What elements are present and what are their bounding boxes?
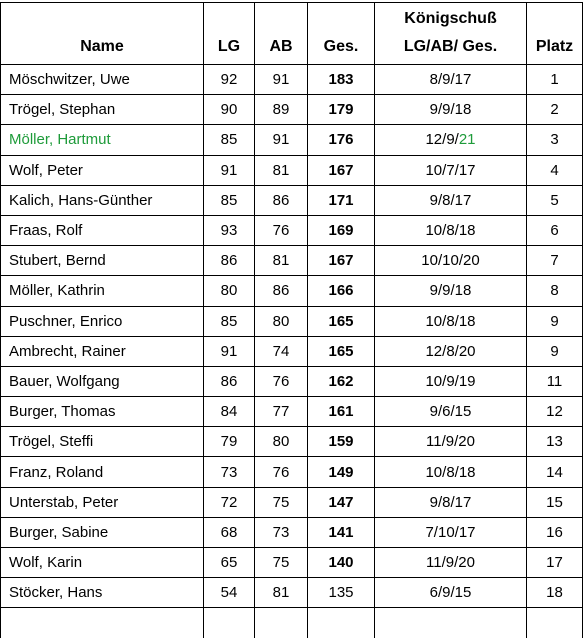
cell-ges: 147 <box>308 487 375 517</box>
header-koenigschuss-line2: LG/AB/ Ges. <box>403 38 498 55</box>
table-row <box>1 397 583 427</box>
cell-platz: 6 <box>527 215 583 245</box>
cell-ab: 81 <box>255 155 308 185</box>
table-row <box>1 155 583 185</box>
cell-ges: 167 <box>308 246 375 276</box>
cell-lg: 54 <box>204 578 255 608</box>
cell-ab: 80 <box>255 306 308 336</box>
cell-platz: 1 <box>527 65 583 95</box>
cell-name: Stöcker, Hans <box>1 578 204 608</box>
table-row <box>1 427 583 457</box>
table-row <box>1 517 583 547</box>
cell-platz: 17 <box>527 548 583 578</box>
cell-ab: 80 <box>255 427 308 457</box>
cell-ab: 77 <box>255 397 308 427</box>
cell-koenig: 11/9/20 <box>375 427 527 457</box>
cell-ges: 183 <box>308 65 375 95</box>
cell-ab: 91 <box>255 125 308 155</box>
table-row <box>1 246 583 276</box>
cell-ab: 86 <box>255 185 308 215</box>
cell-lg: 86 <box>204 246 255 276</box>
cell-name: Wolf, Peter <box>1 155 204 185</box>
koenig-prefix: 12/9/ <box>425 131 459 149</box>
cell-name: Möller, Kathrin <box>1 276 204 306</box>
cell-koenig: 10/8/18 <box>375 457 527 487</box>
cell-lg: 93 <box>204 215 255 245</box>
table-row <box>1 125 583 155</box>
cell-ab: 74 <box>255 336 308 366</box>
cell-ges: 165 <box>308 336 375 366</box>
cell-name: Stubert, Bernd <box>1 246 204 276</box>
cell-ab: 81 <box>255 578 308 608</box>
cell-koenig: 7/10/17 <box>375 517 527 547</box>
cell-platz: 13 <box>527 427 583 457</box>
cell-lg: 68 <box>204 517 255 547</box>
cell-name: Trögel, Steffi <box>1 427 204 457</box>
cell-ab: 76 <box>255 215 308 245</box>
table-row-empty <box>1 608 583 638</box>
cell-ab: 89 <box>255 95 308 125</box>
cell-name: Unterstab, Peter <box>1 487 204 517</box>
cell-lg: 80 <box>204 276 255 306</box>
cell-lg: 65 <box>204 548 255 578</box>
cell-koenig: 9/9/18 <box>375 276 527 306</box>
cell-platz: 12 <box>527 397 583 427</box>
table-row <box>1 95 583 125</box>
cell-name: Fraas, Rolf <box>1 215 204 245</box>
cell-ges: 162 <box>308 366 375 396</box>
cell-ges: 167 <box>308 155 375 185</box>
cell-empty <box>1 608 204 638</box>
cell-name: Franz, Roland <box>1 457 204 487</box>
cell-koenig <box>375 125 527 155</box>
cell-lg: 90 <box>204 95 255 125</box>
cell-ges: 149 <box>308 457 375 487</box>
cell-empty <box>308 608 375 638</box>
cell-koenig: 6/9/15 <box>375 578 527 608</box>
table-row <box>1 366 583 396</box>
cell-empty <box>527 608 583 638</box>
cell-platz: 18 <box>527 578 583 608</box>
header-ab: AB <box>255 3 308 65</box>
cell-platz: 8 <box>527 276 583 306</box>
cell-ab: 76 <box>255 366 308 396</box>
table-row <box>1 336 583 366</box>
cell-koenig: 9/9/18 <box>375 95 527 125</box>
cell-ges: 166 <box>308 276 375 306</box>
cell-ges: 171 <box>308 185 375 215</box>
cell-ab: 76 <box>255 457 308 487</box>
cell-koenig: 10/8/18 <box>375 215 527 245</box>
table-row <box>1 487 583 517</box>
cell-ab: 86 <box>255 276 308 306</box>
header-lg: LG <box>204 3 255 65</box>
cell-lg: 85 <box>204 125 255 155</box>
cell-ges: 135 <box>308 578 375 608</box>
cell-lg: 86 <box>204 366 255 396</box>
cell-lg: 84 <box>204 397 255 427</box>
cell-platz: 16 <box>527 517 583 547</box>
table-row <box>1 548 583 578</box>
cell-platz: 4 <box>527 155 583 185</box>
cell-ab: 73 <box>255 517 308 547</box>
header-ges: Ges. <box>308 3 375 65</box>
cell-lg: 72 <box>204 487 255 517</box>
cell-name: Bauer, Wolfgang <box>1 366 204 396</box>
table-row <box>1 65 583 95</box>
results-table <box>0 2 583 638</box>
header-koenigschuss-line1: Königschuß <box>404 10 497 27</box>
table-row <box>1 306 583 336</box>
cell-koenig: 9/6/15 <box>375 397 527 427</box>
cell-ab: 91 <box>255 65 308 95</box>
koenig-suffix-highlighted: 21 <box>458 131 476 149</box>
cell-koenig: 10/8/18 <box>375 306 527 336</box>
cell-lg: 91 <box>204 155 255 185</box>
cell-platz: 9 <box>527 306 583 336</box>
table-row <box>1 185 583 215</box>
cell-koenig: 12/8/20 <box>375 336 527 366</box>
cell-ges: 140 <box>308 548 375 578</box>
cell-name: Burger, Thomas <box>1 397 204 427</box>
table-row <box>1 457 583 487</box>
cell-name: Ambrecht, Rainer <box>1 336 204 366</box>
cell-name: Möschwitzer, Uwe <box>1 65 204 95</box>
cell-koenig: 9/8/17 <box>375 487 527 517</box>
table-row <box>1 578 583 608</box>
cell-koenig: 10/9/19 <box>375 366 527 396</box>
cell-empty <box>204 608 255 638</box>
cell-platz: 7 <box>527 246 583 276</box>
header-row <box>1 3 583 65</box>
cell-ges: 176 <box>308 125 375 155</box>
header-koenigschuss <box>375 3 527 65</box>
cell-lg: 73 <box>204 457 255 487</box>
cell-ab: 75 <box>255 548 308 578</box>
cell-platz: 15 <box>527 487 583 517</box>
cell-ges: 179 <box>308 95 375 125</box>
cell-koenig: 11/9/20 <box>375 548 527 578</box>
cell-platz: 3 <box>527 125 583 155</box>
header-platz: Platz <box>527 3 583 65</box>
cell-name: Burger, Sabine <box>1 517 204 547</box>
cell-lg: 79 <box>204 427 255 457</box>
cell-ges: 169 <box>308 215 375 245</box>
cell-platz: 9 <box>527 336 583 366</box>
table-row <box>1 276 583 306</box>
cell-lg: 91 <box>204 336 255 366</box>
header-name: Name <box>1 3 204 65</box>
cell-ges: 159 <box>308 427 375 457</box>
cell-name-highlighted: Möller, Hartmut <box>1 125 204 155</box>
cell-koenig: 10/7/17 <box>375 155 527 185</box>
cell-name: Kalich, Hans-Günther <box>1 185 204 215</box>
cell-koenig: 8/9/17 <box>375 65 527 95</box>
cell-lg: 85 <box>204 185 255 215</box>
cell-ab: 81 <box>255 246 308 276</box>
cell-platz: 5 <box>527 185 583 215</box>
cell-name: Wolf, Karin <box>1 548 204 578</box>
cell-empty <box>255 608 308 638</box>
cell-ges: 161 <box>308 397 375 427</box>
cell-ges: 165 <box>308 306 375 336</box>
cell-koenig: 9/8/17 <box>375 185 527 215</box>
cell-lg: 92 <box>204 65 255 95</box>
cell-platz: 2 <box>527 95 583 125</box>
cell-name: Puschner, Enrico <box>1 306 204 336</box>
cell-koenig: 10/10/20 <box>375 246 527 276</box>
cell-ges: 141 <box>308 517 375 547</box>
cell-lg: 85 <box>204 306 255 336</box>
cell-empty <box>375 608 527 638</box>
cell-platz: 14 <box>527 457 583 487</box>
table-row <box>1 215 583 245</box>
cell-name: Trögel, Stephan <box>1 95 204 125</box>
cell-ab: 75 <box>255 487 308 517</box>
cell-platz: 11 <box>527 366 583 396</box>
